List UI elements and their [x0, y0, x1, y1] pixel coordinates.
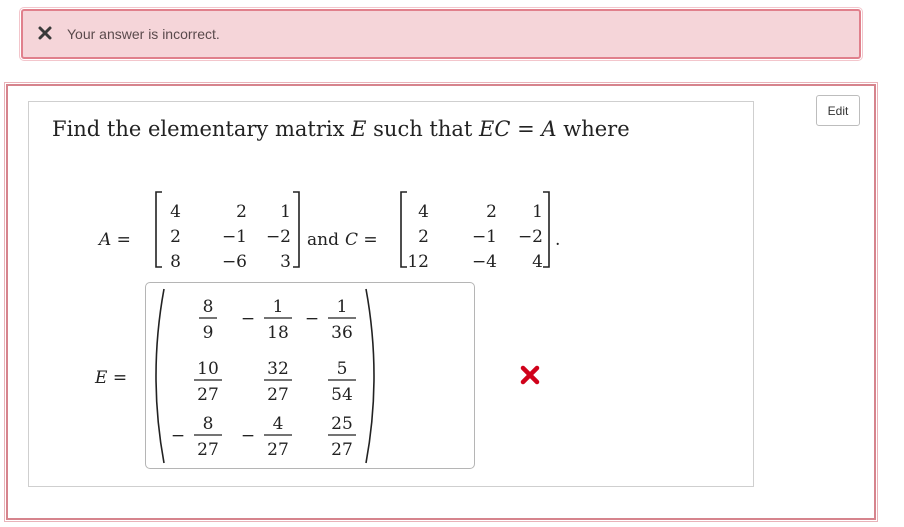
edit-button[interactable]: Edit	[816, 95, 860, 126]
answer-right-paren	[366, 289, 374, 463]
matrix-c-cell: 12	[407, 252, 429, 272]
matrix-c-cell: −4	[471, 252, 497, 272]
matrix-a-cell: 1	[280, 202, 291, 222]
matrix-c-cell: 4	[532, 252, 543, 272]
matrix-a-label: A =	[99, 230, 131, 250]
matrix-a-left-bracket	[156, 192, 162, 267]
question-card	[28, 101, 754, 487]
answer-entry-denominator: 54	[331, 385, 353, 405]
matrix-a-cell: 8	[170, 252, 181, 272]
answer-entry-denominator: 27	[331, 440, 353, 460]
answer-entry-sign: −	[170, 426, 186, 446]
answer-left-paren	[156, 289, 164, 463]
answer-entry-denominator: 27	[197, 385, 219, 405]
answer-entry-sign: −	[304, 309, 320, 329]
matrix-a-cell: 4	[170, 202, 181, 222]
matrix-e-label: E =	[95, 368, 128, 388]
matrix-c-cell: 4	[418, 202, 429, 222]
answer-entry-numerator: 5	[336, 359, 348, 379]
answer-matrix	[146, 283, 476, 470]
matrix-a-cell: −6	[221, 252, 247, 272]
matrix-a-cell: 3	[280, 252, 291, 272]
matrix-c-cell: 2	[486, 202, 497, 222]
answer-entry-denominator: 36	[331, 323, 353, 343]
answer-entry-numerator: 25	[331, 414, 353, 434]
wrong-x-icon	[519, 364, 541, 386]
matrix-a-cell: 2	[170, 227, 181, 247]
answer-entry-numerator: 8	[202, 414, 214, 434]
matrix-c-label: C =	[345, 230, 378, 250]
answer-entry-denominator: 27	[197, 440, 219, 460]
answer-matrix-input[interactable]	[145, 282, 475, 469]
answer-entry-denominator: 27	[267, 385, 289, 405]
matrix-c-cell: −1	[471, 227, 497, 247]
matrix-c	[407, 202, 543, 272]
answer-entry-numerator: 4	[272, 414, 284, 434]
answer-entry-numerator: 1	[336, 297, 348, 317]
matrix-c-cell: 1	[532, 202, 543, 222]
x-icon	[37, 25, 53, 41]
and-label: and	[307, 230, 339, 250]
answer-entry-sign: −	[240, 309, 256, 329]
answer-entry-numerator: 32	[267, 359, 289, 379]
answer-entries	[171, 297, 356, 460]
matrix-c-right-bracket	[543, 192, 549, 267]
matrix-a-right-bracket	[293, 192, 299, 267]
matrix-a-cell: −1	[221, 227, 247, 247]
alert-message: Your answer is incorrect.	[67, 26, 220, 42]
answer-entry-denominator: 27	[267, 440, 289, 460]
question-frame	[6, 84, 876, 520]
period: .	[555, 230, 561, 250]
answer-entry-denominator: 9	[202, 323, 214, 343]
answer-entry-sign: −	[240, 426, 256, 446]
matrix-c-cell: −2	[517, 227, 543, 247]
matrix-c-cell: 2	[418, 227, 429, 247]
answer-entry-numerator: 10	[197, 359, 219, 379]
matrix-a	[170, 202, 291, 272]
question-prompt: Find the elementary matrix E such that EC = A where	[52, 117, 630, 141]
answer-entry-numerator: 8	[202, 297, 214, 317]
matrix-a-cell: −2	[265, 227, 291, 247]
matrix-a-cell: 2	[236, 202, 247, 222]
answer-entry-denominator: 18	[267, 323, 289, 343]
matrix-c-left-bracket	[401, 192, 407, 267]
answer-entry-numerator: 1	[272, 297, 284, 317]
error-alert	[21, 9, 861, 59]
